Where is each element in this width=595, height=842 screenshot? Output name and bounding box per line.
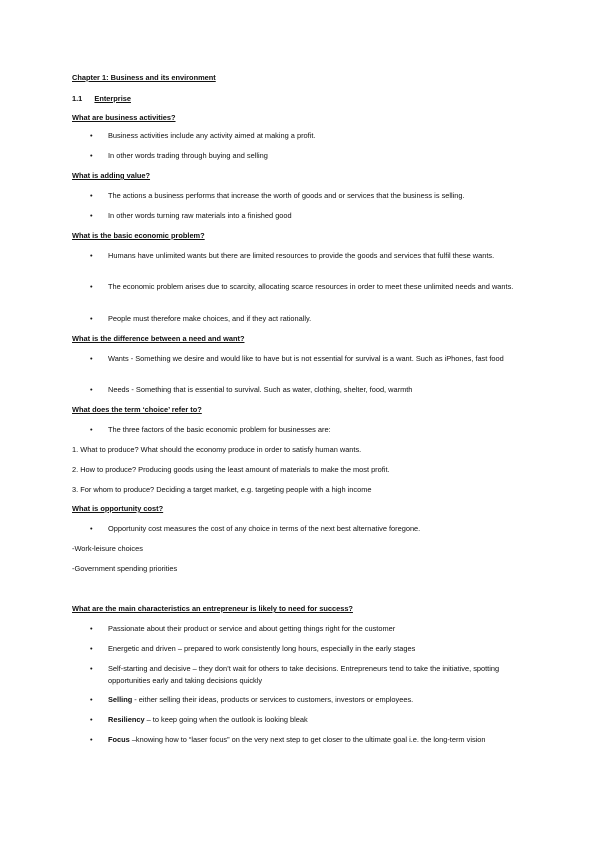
bullet-text	[108, 694, 523, 706]
bullet-marker: •	[90, 354, 93, 363]
bullet-marker: •	[90, 524, 93, 533]
numbered-item: 3. For whom to produce? Deciding a target market, e.g. targeting people with a high income	[72, 485, 372, 494]
bullet-marker: •	[90, 131, 93, 140]
bullet-text: The three factors of the basic economic problem for businesses are:	[108, 425, 331, 434]
bullet-marker: •	[90, 695, 93, 704]
bullet-bold-term: Resiliency	[108, 715, 145, 724]
question-heading: What is opportunity cost?	[72, 504, 164, 513]
bullet-body: Self-starting and decisive – they don’t wait for others to take decisions. Entrepreneurs tend to take the initiative, spotting opportunities early and taking decisions quickly	[108, 664, 500, 685]
bullet-text	[108, 643, 523, 655]
bullet-marker: •	[90, 282, 93, 291]
bullet-body: Energetic and driven – prepared to work consistently long hours, especially in the early stages	[108, 644, 416, 653]
bullet-marker: •	[90, 644, 93, 653]
numbered-item: 2. How to produce? Producing goods using the least amount of materials to make the most profit.	[72, 465, 390, 474]
question-heading: What is the difference between a need and want?	[72, 334, 245, 343]
bullet-body: - either selling their ideas, products or services to customers, investors or employees.	[132, 695, 414, 704]
bullet-marker: •	[90, 715, 93, 724]
bullet-marker: •	[90, 251, 93, 260]
question-heading: What is the basic economic problem?	[72, 231, 205, 240]
bullet-text: Needs - Something that is essential to survival. Such as water, clothing, shelter, food, warmth	[108, 385, 413, 394]
bullet-body: – to keep going when the outlook is looking bleak	[144, 715, 308, 724]
bullet-bold-term: Focus	[108, 735, 130, 744]
bullet-text: The actions a business performs that increase the worth of goods and or services that the business is selling.	[108, 191, 465, 200]
section-title: Enterprise	[94, 94, 131, 103]
bullet-body: Passionate about their product or service and about getting things right for the customer	[108, 624, 396, 633]
bullet-text: Wants - Something we desire and would like to have but is not essential for survival is a want. Such as iPhones, fast food	[108, 354, 504, 363]
bullet-marker: •	[90, 664, 93, 673]
bullet-marker: •	[90, 385, 93, 394]
bullet-marker: •	[90, 735, 93, 744]
bullet-text	[108, 663, 523, 686]
question-heading: What are business activities?	[72, 113, 176, 122]
bullet-marker: •	[90, 191, 93, 200]
numbered-item: 1. What to produce? What should the economy produce in order to satisfy human wants.	[72, 445, 362, 454]
bullet-bold-term: Selling	[108, 695, 133, 704]
bullet-text: In other words trading through buying and selling	[108, 151, 268, 160]
bullet-body: –knowing how to “laser focus” on the very next step to get closer to the ultimate goal i.e. the long-term vision	[129, 735, 486, 744]
bullet-text: People must therefore make choices, and if they act rationally.	[108, 314, 312, 323]
bullet-marker: •	[90, 151, 93, 160]
bullet-text	[108, 623, 523, 635]
question-heading: What does the term ‘choice’ refer to?	[72, 405, 202, 414]
bullet-text	[108, 714, 523, 726]
bullet-text: Humans have unlimited wants but there are limited resources to provide the goods and services that fulfil these wants.	[108, 251, 495, 260]
bullet-text: In other words turning raw materials into a finished good	[108, 211, 292, 220]
bullet-text: Opportunity cost measures the cost of any choice in terms of the next best alternative foregone.	[108, 524, 421, 533]
section-number: 1.1	[72, 94, 83, 103]
question-heading: What are the main characteristics an entrepreneur is likely to need for success?	[72, 604, 353, 613]
bullet-marker: •	[90, 425, 93, 434]
section-heading	[72, 94, 131, 104]
bullet-text	[108, 734, 523, 746]
note-item: -Government spending priorities	[72, 564, 178, 573]
note-item: -Work-leisure choices	[72, 544, 143, 553]
bullet-text: Business activities include any activity aimed at making a profit.	[108, 131, 316, 140]
bullet-marker: •	[90, 314, 93, 323]
bullet-marker: •	[90, 211, 93, 220]
bullet-text: The economic problem arises due to scarcity, allocating scarce resources in order to meet these unlimited needs and wants.	[108, 282, 514, 291]
chapter-title: Chapter 1: Business and its environment	[72, 73, 216, 82]
bullet-marker: •	[90, 624, 93, 633]
question-heading: What is adding value?	[72, 171, 151, 180]
